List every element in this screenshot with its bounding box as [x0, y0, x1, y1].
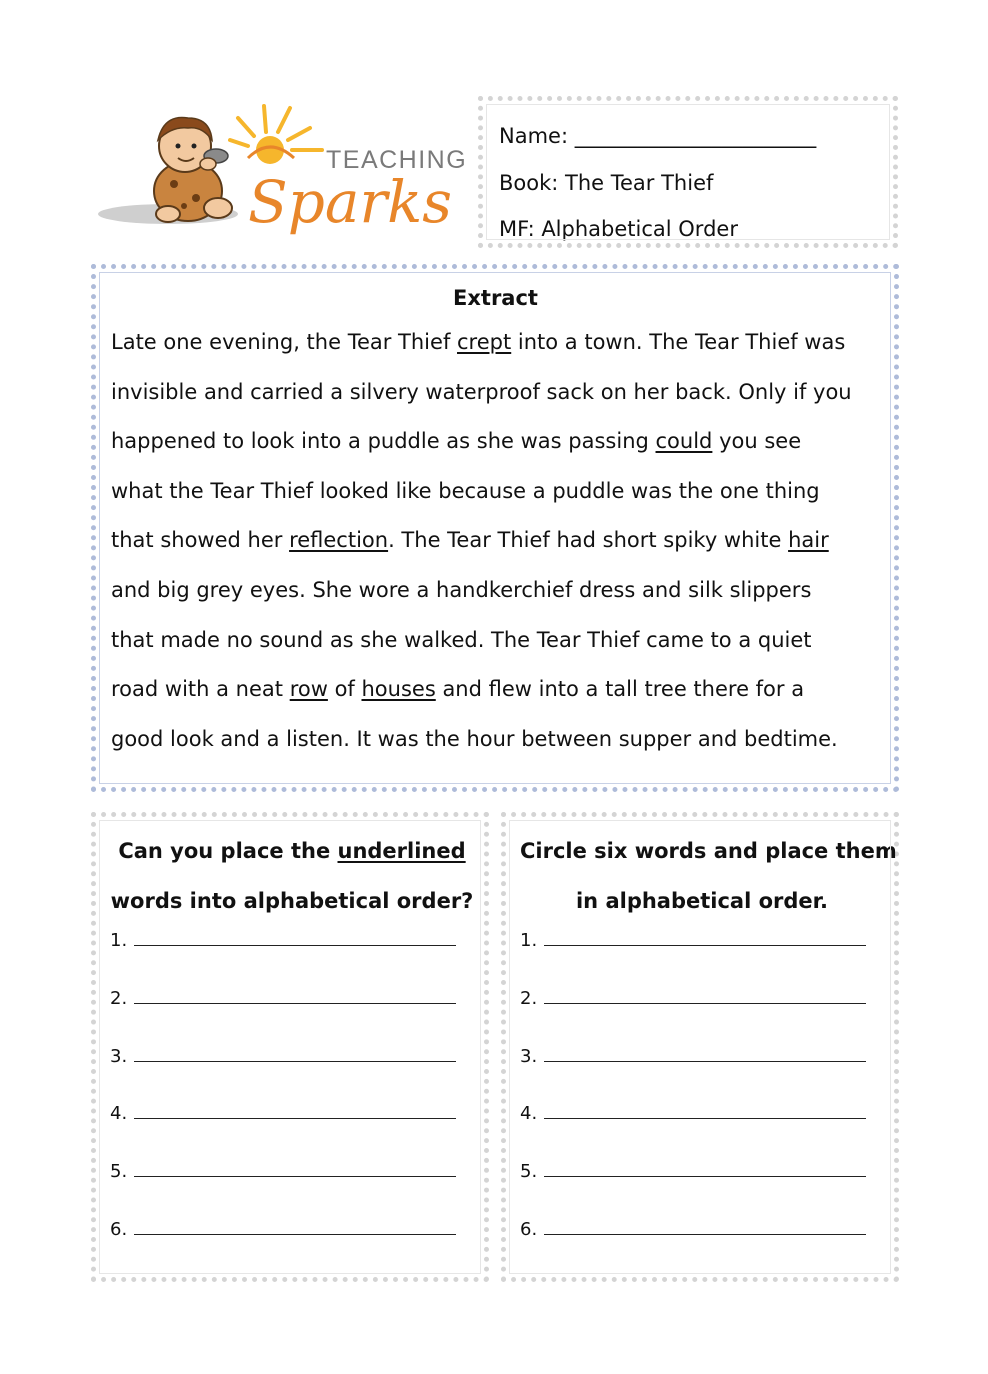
answer-list [110, 926, 474, 1273]
text-segment: road with a neat [111, 677, 290, 702]
answer-number: 6. [520, 1218, 538, 1240]
text-segment: happened to look into a puddle as she was passing [111, 429, 656, 454]
answer-number: 3. [110, 1045, 128, 1067]
question-underlined-box [91, 812, 489, 1282]
question-title-line [110, 877, 474, 927]
book-label: Book: The Tear Thief [499, 170, 714, 195]
text-segment: invisible and carried a silvery waterproof sack on her back. Only if you [111, 379, 852, 404]
underlined-word: row [289, 677, 328, 702]
underlined-word: reflection [289, 528, 389, 553]
extract-box [91, 264, 899, 792]
text-segment: in alphabetical order. [575, 888, 829, 913]
underlined-word: crept [457, 330, 512, 354]
text-segment: words into alphabetical order? [110, 888, 474, 913]
answer-number: 4. [520, 1103, 538, 1125]
text-segment: and flew into a tall tree there for a [435, 677, 805, 702]
answer-number: 5. [520, 1161, 538, 1183]
answer-blank[interactable] [544, 1220, 866, 1235]
underlined-word: hair [788, 528, 829, 553]
answer-line[interactable] [520, 984, 884, 1042]
logo-teaching-text: TEACHING [326, 146, 468, 174]
answer-number: 2. [520, 987, 538, 1009]
answer-number: 6. [110, 1218, 128, 1240]
name-field[interactable]: Name: _______________________ [499, 124, 817, 148]
answer-line[interactable] [110, 1215, 474, 1273]
answer-blank[interactable] [134, 1220, 456, 1235]
question-title-line [110, 827, 474, 877]
answer-number: 4. [110, 1103, 128, 1125]
answer-line[interactable] [110, 1157, 474, 1215]
answer-blank[interactable] [134, 989, 456, 1004]
answer-blank[interactable] [134, 1104, 456, 1119]
student-info-box [478, 96, 898, 248]
answer-line[interactable] [520, 1157, 884, 1215]
text-segment: and big grey eyes. She wore a handkerchief dress and silk slippers [111, 577, 812, 602]
text-segment: Circle six words and place them [520, 839, 897, 863]
extract-line [111, 368, 880, 418]
text-segment: good look and a listen. It was the hour between supper and bedtime. [111, 726, 838, 751]
extract-line [111, 318, 880, 368]
question-circle-box [501, 812, 899, 1282]
answer-line[interactable] [110, 1042, 474, 1100]
text-segment: of [327, 677, 362, 702]
text-segment: you see [712, 429, 802, 454]
answer-line[interactable] [110, 1099, 474, 1157]
extract-line [111, 516, 880, 566]
answer-list [520, 926, 884, 1273]
extract-line [111, 616, 880, 666]
answer-line[interactable] [110, 984, 474, 1042]
answer-blank[interactable] [544, 989, 866, 1004]
extract-text [111, 318, 880, 764]
text-segment: Late one evening, the Tear Thief [111, 330, 458, 354]
answer-line[interactable] [520, 926, 884, 984]
answer-blank[interactable] [544, 1104, 866, 1119]
answer-blank[interactable] [544, 1047, 866, 1062]
logo-sparks-text: Sparks [248, 168, 453, 236]
answer-line[interactable] [520, 1042, 884, 1100]
answer-blank[interactable] [134, 1047, 456, 1062]
extract-line [111, 715, 880, 765]
extract-title: Extract [453, 286, 538, 310]
question-title-line [520, 877, 884, 927]
answer-blank[interactable] [544, 1162, 866, 1177]
answer-number: 3. [520, 1045, 538, 1067]
text-segment: into a town. The Tear Thief was [511, 330, 846, 354]
extract-line [111, 417, 880, 467]
caveman-icon [154, 117, 232, 222]
answer-line[interactable] [520, 1099, 884, 1157]
mf-label: MF: Alphabetical Order [499, 217, 738, 241]
answer-blank[interactable] [134, 1162, 456, 1177]
answer-number: 2. [110, 987, 128, 1009]
underlined-word: underlined [337, 839, 466, 863]
text-segment: . The Tear Thief had short spiky white [388, 528, 789, 553]
teaching-sparks-logo [98, 96, 468, 241]
answer-blank[interactable] [544, 931, 866, 946]
answer-blank[interactable] [134, 931, 456, 946]
answer-number: 1. [110, 930, 128, 951]
answer-number: 1. [520, 930, 538, 951]
text-segment: Can you place the [118, 839, 338, 863]
underlined-word: houses [361, 677, 436, 702]
extract-line [111, 467, 880, 517]
extract-line [111, 665, 880, 715]
answer-line[interactable] [110, 926, 474, 984]
answer-number: 5. [110, 1161, 128, 1183]
text-segment: what the Tear Thief looked like because a puddle was the one thing [111, 478, 820, 503]
question-title-line [520, 827, 897, 877]
answer-line[interactable] [520, 1215, 884, 1273]
text-segment: that showed her [111, 528, 290, 553]
extract-line [111, 566, 880, 616]
underlined-word: could [655, 429, 713, 454]
text-segment: that made no sound as she walked. The Tear Thief came to a quiet [111, 627, 812, 652]
